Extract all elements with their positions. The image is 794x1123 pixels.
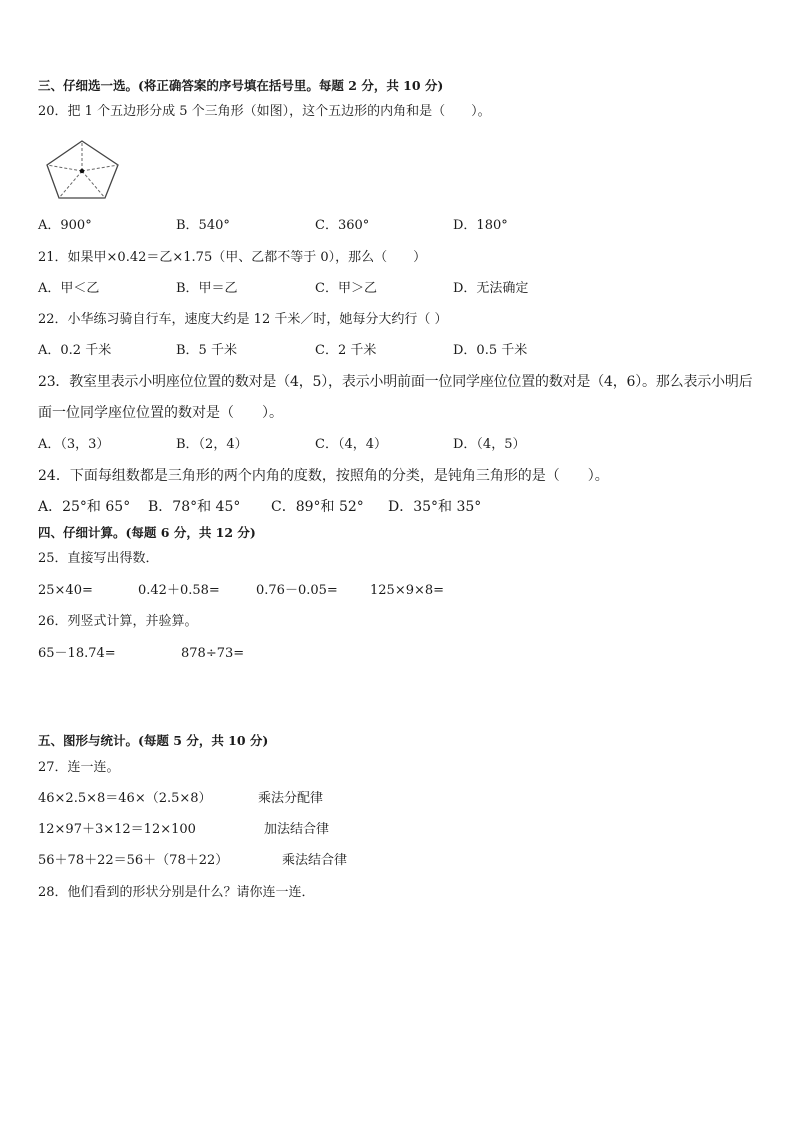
q22-option-b: B．5 千米 [176,343,237,358]
q25-item-3: 0.76－0.05= [256,583,338,598]
q27-expression-1: 46×2.5×8＝46×（2.5×8） [38,791,212,806]
q23-option-c: C．（4，4） [315,437,387,452]
q26-item-2: 878÷73= [181,646,245,661]
q27-law-2: 加法结合律 [264,822,330,837]
q25-item-4: 125×9×8= [370,583,445,598]
pentagon-figure [44,138,122,202]
section-3-heading: 三、仔细选一选。(将正确答案的序号填在括号里。每题 2 分，共 10 分) [38,78,444,93]
q26-item-1: 65－18.74= [38,646,116,661]
q23-option-a: A．（3，3） [38,437,110,452]
q27-law-3: 乘法结合律 [282,853,348,868]
q23-option-d: D．（4，5） [453,437,526,452]
q25-item-2: 0.42＋0.58= [138,583,220,598]
question-25: 25．直接写出得数． [38,551,159,566]
question-22: 22．小华练习骑自行车，速度大约是 12 千米／时，她每分大约行（ ） [38,312,448,327]
q21-option-c: C．甲＞乙 [315,281,377,296]
q21-option-b: B．甲＝乙 [176,281,238,296]
question-27: 27．连一连。 [38,760,120,775]
q20-option-c: C．360° [315,218,370,233]
q20-option-d: D．180° [453,218,508,233]
q23-option-b: B．（2，4） [176,437,248,452]
q27-expression-2: 12×97＋3×12＝12×100 [38,822,196,837]
question-23-line-1: 23．教室里表示小明座位位置的数对是（4，5），表示小明前面一位同学座位位置的数对是（4，6）。那么表示小明后 [38,374,753,390]
question-26: 26．列竖式计算，并验算。 [38,614,198,629]
section-4-heading: 四、仔细计算。(每题 6 分，共 12 分) [38,525,256,540]
q24-option-b: B．78°和 45° [148,499,241,515]
q24-option-c: C．89°和 52° [271,499,364,515]
q20-option-b: B．540° [176,218,230,233]
question-21: 21．如果甲×0.42＝乙×1.75（甲、乙都不等于 0），那么（ ） [38,250,427,265]
q21-option-a: A．甲＜乙 [38,281,100,296]
question-23-line-2: 面一位同学座位位置的数对是（ ）。 [38,405,283,421]
question-20: 20．把 1 个五边形分成 5 个三角形（如图），这个五边形的内角和是（ ）。 [38,104,491,119]
q22-option-c: C．2 千米 [315,343,377,358]
q27-expression-3: 56＋78＋22＝56＋（78＋22） [38,853,229,868]
q24-option-d: D．35°和 35° [388,499,482,515]
q22-option-d: D．0.5 千米 [453,343,528,358]
q20-option-a: A．900° [38,218,92,233]
question-28: 28．他们看到的形状分别是什么？请你连一连． [38,885,315,900]
q27-law-1: 乘法分配律 [258,791,324,806]
q25-item-1: 25×40= [38,583,93,598]
q22-option-a: A．0.2 千米 [38,343,112,358]
q21-option-d: D．无法确定 [453,281,529,296]
q24-option-a: A．25°和 65° [38,499,131,515]
question-24: 24．下面每组数都是三角形的两个内角的度数，按照角的分类，是钝角三角形的是（ ）。 [38,468,609,484]
section-5-heading: 五、图形与统计。(每题 5 分，共 10 分) [38,733,269,748]
